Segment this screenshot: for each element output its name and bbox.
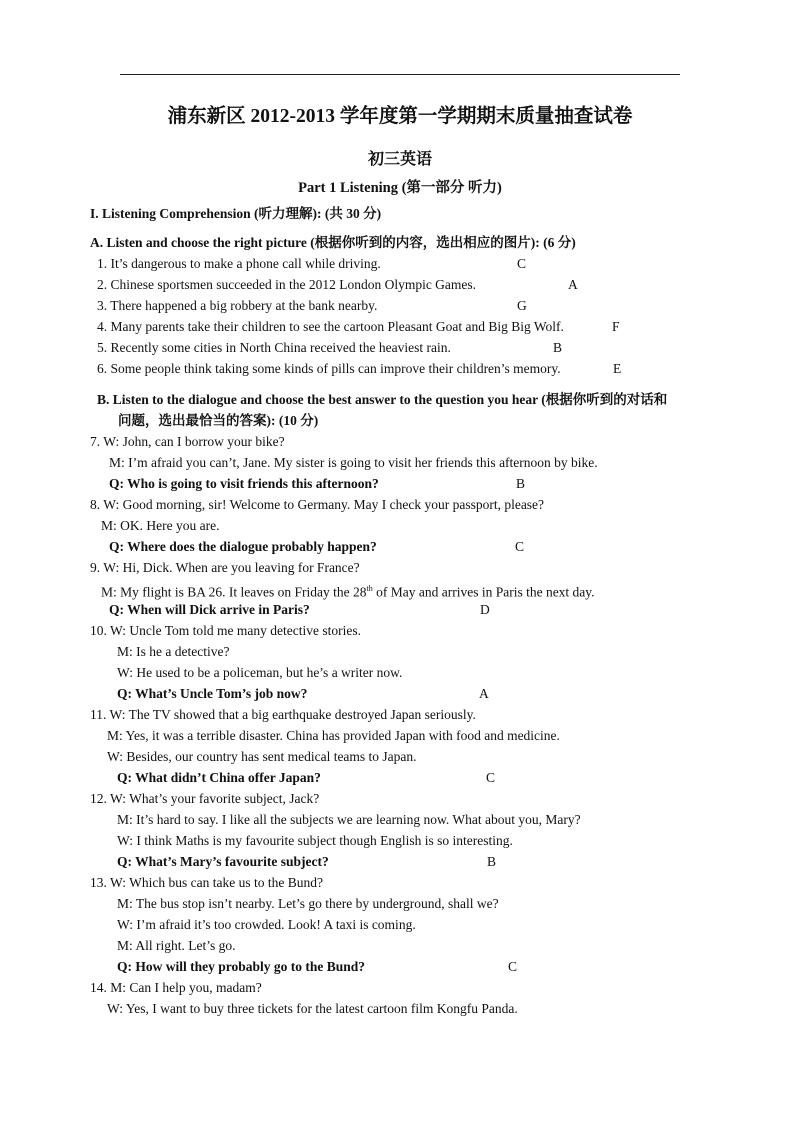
section-a-heading: A. Listen and choose the right picture (根据你听到的内容，选出相应的图片): (6 分) bbox=[90, 235, 576, 250]
question-1: 1. It’s dangerous to make a phone call while driving. bbox=[97, 256, 381, 271]
question-10: Q: What’s Uncle Tom’s job now? bbox=[117, 686, 308, 701]
page-title: 浦东新区 2012-2013 学年度第一学期期末质量抽查试卷 bbox=[167, 106, 633, 127]
question-13: Q: How will they probably go to the Bund? bbox=[117, 959, 366, 974]
dialogue-line: 12. W: What’s your favorite subject, Jack? bbox=[90, 791, 320, 806]
question-2: 2. Chinese sportsmen succeeded in the 2012 London Olympic Games. bbox=[97, 277, 477, 292]
question-12: Q: What’s Mary’s favourite subject? bbox=[117, 854, 329, 869]
dialogue-line: 9. W: Hi, Dick. When are you leaving for France? bbox=[90, 560, 360, 575]
dialogue-line: M: All right. Let’s go. bbox=[117, 938, 236, 953]
question-9: Q: When will Dick arrive in Paris? bbox=[109, 602, 310, 617]
dialogue-line: W: I’m afraid it’s too crowded. Look! A taxi is coming. bbox=[117, 917, 416, 932]
dialogue-line: 14. M: Can I help you, madam? bbox=[90, 980, 262, 995]
ordinal-suffix: th bbox=[366, 584, 373, 593]
dialogue-line: W: He used to be a policeman, but he’s a writer now. bbox=[117, 665, 403, 680]
dialogue-line: M: It’s hard to say. I like all the subjects we are learning now. What about you, Mary? bbox=[117, 812, 581, 827]
question-6: 6. Some people think taking some kinds of pills can improve their children’s memory. bbox=[97, 361, 561, 376]
answer-8: C bbox=[515, 539, 525, 554]
answer-6: E bbox=[613, 361, 622, 376]
dialogue-line: 11. W: The TV showed that a big earthquake destroyed Japan seriously. bbox=[90, 707, 476, 722]
dialogue-line bbox=[101, 580, 595, 602]
answer-9: D bbox=[480, 602, 490, 617]
dialogue-line: M: Is he a detective? bbox=[117, 644, 230, 659]
answer-3: G bbox=[517, 298, 527, 313]
question-8: Q: Where does the dialogue probably happen? bbox=[109, 539, 377, 554]
dialogue-line: W: I think Maths is my favourite subject though English is so interesting. bbox=[117, 833, 513, 848]
page-subtitle: 初三英语 bbox=[367, 151, 432, 168]
answer-2: A bbox=[568, 277, 578, 292]
part-heading: Part 1 Listening (第一部分 听力) bbox=[298, 180, 502, 196]
section-b-heading-line2: 问题，选出最恰当的答案): (10 分) bbox=[118, 413, 319, 428]
dialogue-line: M: I’m afraid you can’t, Jane. My sister is going to visit her friends this afternoon by bike. bbox=[109, 455, 598, 470]
section-heading: I. Listening Comprehension (听力理解): (共 30 分) bbox=[90, 206, 382, 221]
question-5: 5. Recently some cities in North China received the heaviest rain. bbox=[97, 340, 451, 355]
dialogue-line: 7. W: John, can I borrow your bike? bbox=[90, 434, 285, 449]
answer-10: A bbox=[479, 686, 489, 701]
dialogue-line: M: Yes, it was a terrible disaster. China has provided Japan with food and medicine. bbox=[107, 728, 560, 743]
dialogue-line: M: OK. Here you are. bbox=[101, 518, 220, 533]
answer-1: C bbox=[517, 256, 527, 271]
dialogue-line: 13. W: Which bus can take us to the Bund? bbox=[90, 875, 323, 890]
answer-12: B bbox=[487, 854, 497, 869]
question-4: 4. Many parents take their children to see the cartoon Pleasant Goat and Big Big Wolf. bbox=[97, 319, 564, 334]
question-11: Q: What didn’t China offer Japan? bbox=[117, 770, 321, 785]
top-rule bbox=[120, 74, 680, 75]
section-b-heading-line1: B. Listen to the dialogue and choose the best answer to the question you hear (根据你听到的对话和 bbox=[97, 392, 668, 407]
answer-4: F bbox=[612, 319, 620, 334]
dialogue-line: 10. W: Uncle Tom told me many detective stories. bbox=[90, 623, 361, 638]
answer-7: B bbox=[516, 476, 526, 491]
dialogue-text: of May and arrives in Paris the next day. bbox=[372, 584, 595, 600]
dialogue-line: 8. W: Good morning, sir! Welcome to Germany. May I check your passport, please? bbox=[90, 497, 545, 512]
answer-11: C bbox=[486, 770, 496, 785]
question-7: Q: Who is going to visit friends this afternoon? bbox=[109, 476, 379, 491]
answer-13: C bbox=[508, 959, 518, 974]
dialogue-line: W: Yes, I want to buy three tickets for the latest cartoon film Kongfu Panda. bbox=[107, 1001, 518, 1016]
answer-5: B bbox=[553, 340, 563, 355]
dialogue-line: M: The bus stop isn’t nearby. Let’s go there by underground, shall we? bbox=[117, 896, 499, 911]
question-3: 3. There happened a big robbery at the bank nearby. bbox=[97, 298, 378, 313]
dialogue-line: W: Besides, our country has sent medical teams to Japan. bbox=[107, 749, 417, 764]
dialogue-text: M: My flight is BA 26. It leaves on Friday the 28 bbox=[101, 584, 367, 600]
